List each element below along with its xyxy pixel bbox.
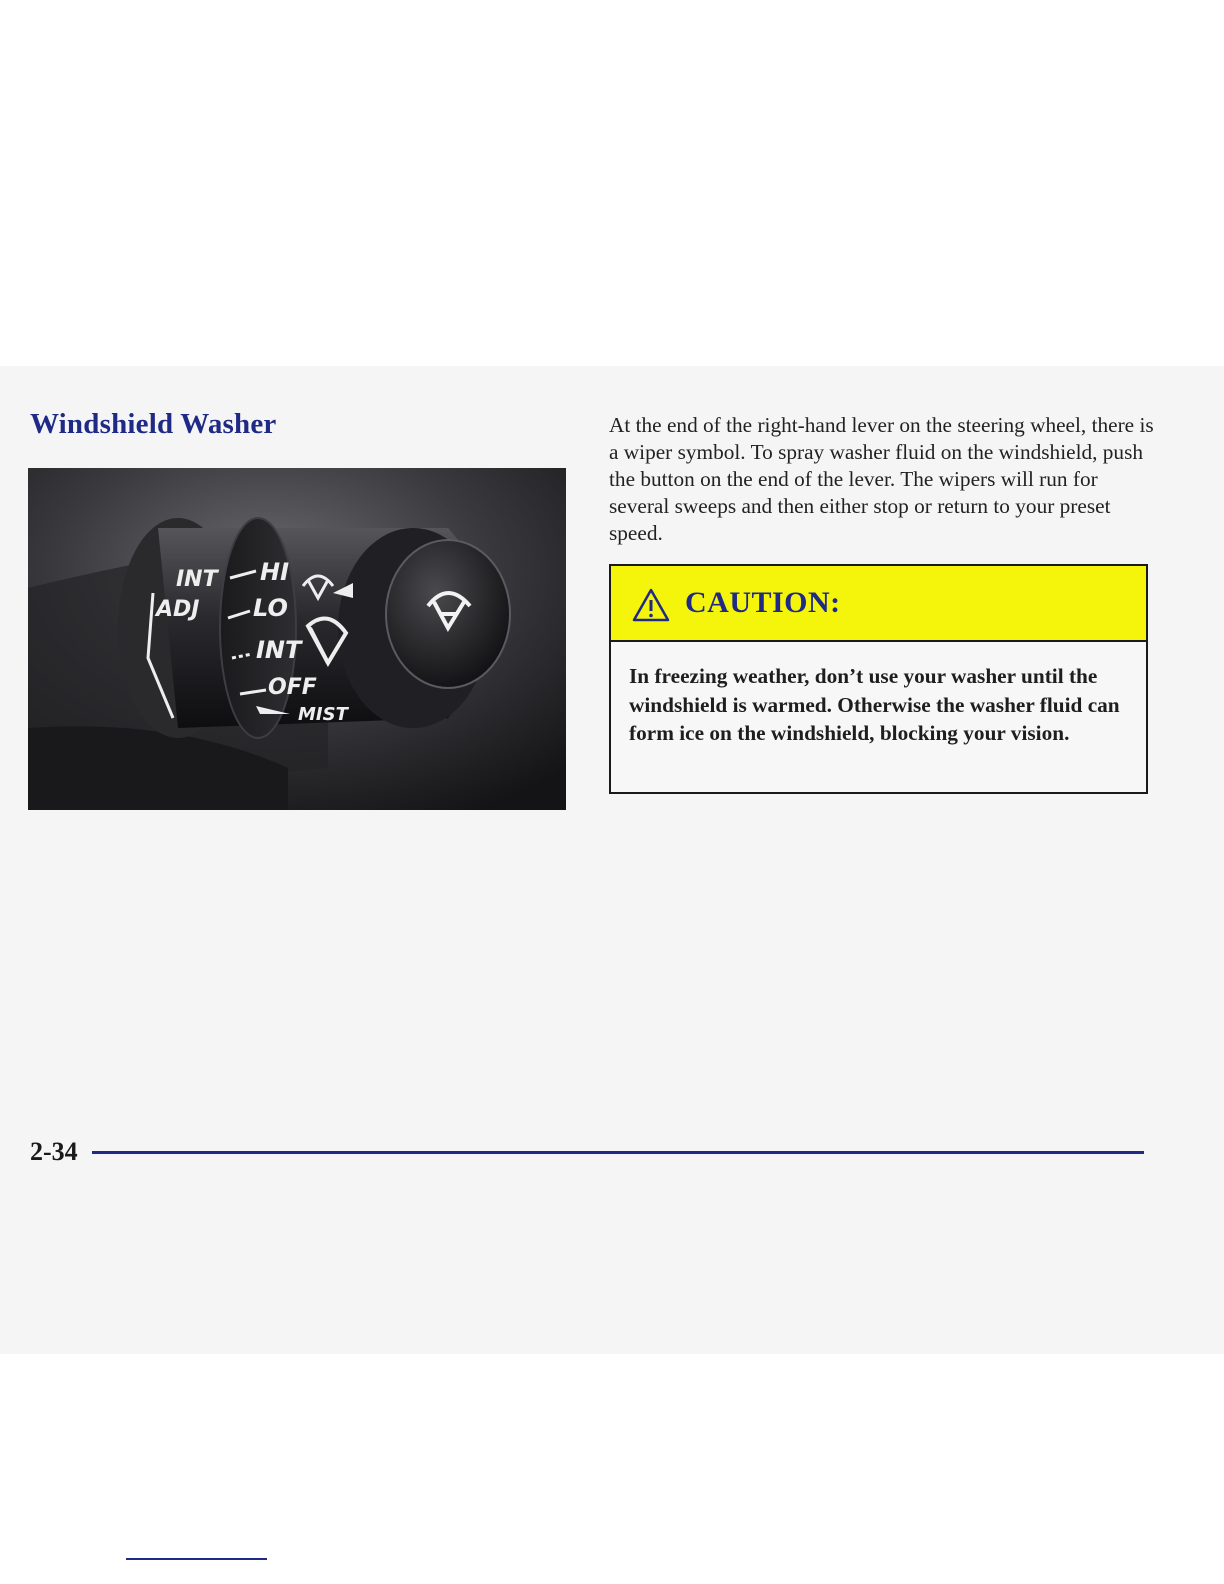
body-paragraph: At the end of the right-hand lever on the steering wheel, there is a wiper symbol. To spray washer fluid on the windshield, push the button on the end of the lever. The wipers will run for several sweeps and then either stop or return to your preset speed. bbox=[609, 413, 1154, 545]
bottom-rule bbox=[126, 1558, 267, 1560]
wiper-lever-photo bbox=[28, 468, 566, 810]
lever-label-hi: HI bbox=[260, 558, 290, 586]
lever-label-int-speed: INT bbox=[256, 636, 302, 664]
footer-rule bbox=[92, 1151, 1144, 1154]
lever-label-int: INT bbox=[176, 567, 218, 592]
caution-title: CAUTION: bbox=[685, 586, 841, 619]
lever-label-lo: LO bbox=[253, 594, 288, 622]
page-number: 2-34 bbox=[30, 1137, 78, 1166]
lever-label-adj: ADJ bbox=[156, 597, 200, 622]
lever-label-mist: MIST bbox=[298, 704, 348, 725]
section-title: Windshield Washer bbox=[30, 408, 277, 440]
lever-label-off: OFF bbox=[268, 675, 317, 700]
caution-header bbox=[611, 566, 1146, 642]
caution-box bbox=[609, 564, 1148, 794]
caution-text: In freezing weather, don’t use your washer until the windshield is warmed. Otherwise the washer fluid can form ice on the windshield, blocking your vision. bbox=[629, 664, 1120, 745]
warning-triangle-icon bbox=[631, 587, 671, 623]
